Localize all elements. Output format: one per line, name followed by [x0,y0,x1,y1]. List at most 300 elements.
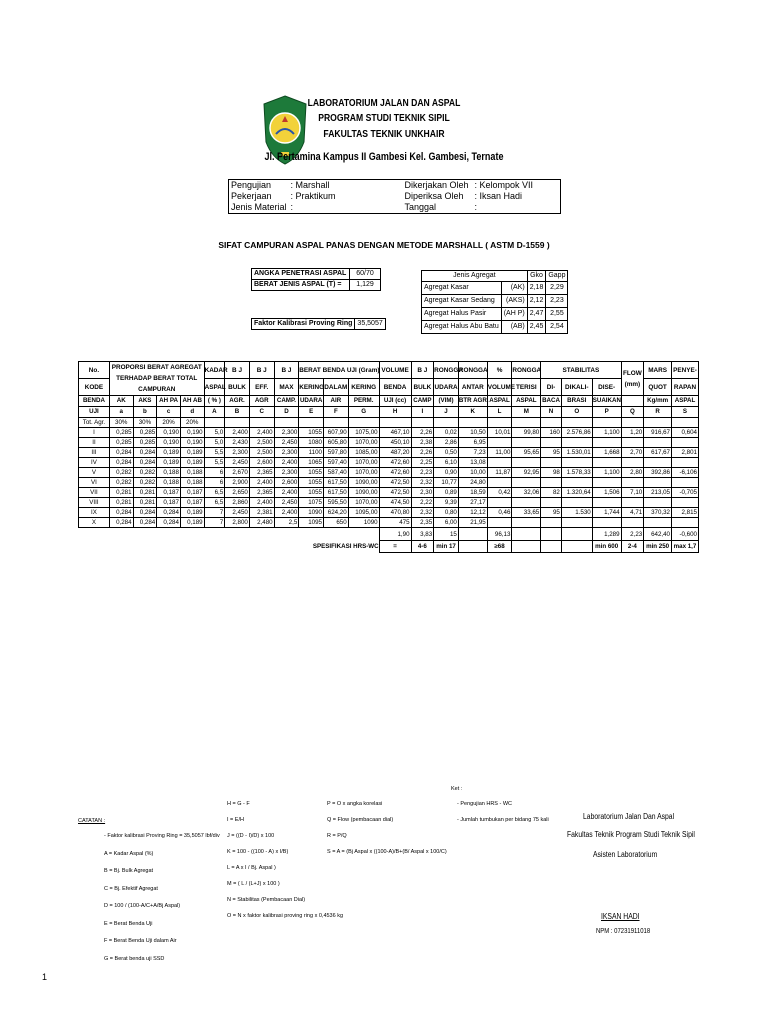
specification-cell [541,541,562,553]
marshall-table [78,361,699,553]
col-letter: b [133,407,157,418]
table-row [79,428,699,438]
signature-role: Asisten Laboratorium [593,850,658,859]
table-cell: 7,23 [458,448,487,458]
table-cell: 2,860 [225,498,250,508]
table-cell: -0,705 [672,488,699,498]
table-cell: 1070,00 [348,468,379,478]
table-cell: 95,65 [512,448,541,458]
table-cell: 0,282 [109,468,133,478]
col-header: MAX [274,379,299,396]
table-cell: 0,189 [180,508,204,518]
agregat-row-gko: 2,45 [527,321,546,334]
program-name: PROGRAM STUDI TEKNIK SIPIL [318,112,450,124]
empty-cell [157,528,181,541]
col-letter: F [323,407,348,418]
average-cell [561,528,592,541]
agregat-row-gko: 2,18 [527,282,546,295]
table-cell: 0,189 [180,458,204,468]
empty-cell [204,418,225,428]
table-cell: 2,400 [274,458,299,468]
table-cell [541,478,562,488]
table-cell: 2,500 [249,448,274,458]
empty-cell [249,541,274,553]
table-cell: 472,60 [379,458,411,468]
table-cell: 2,480 [249,518,274,528]
table-cell: 2,400 [274,488,299,498]
empty-cell [133,528,157,541]
table-cell [644,498,672,508]
table-cell: 99,80 [512,428,541,438]
footnote-line: O = N x faktor kalibrasi proving ring x 0,4536 kg [227,913,344,919]
table-cell: 92,95 [512,468,541,478]
empty-cell [109,528,133,541]
table-cell: 474,50 [379,498,411,508]
col-header: CAMP. [274,396,299,407]
col-header: UDARA [299,396,324,407]
table-cell: 6,5 [204,498,225,508]
table-cell: 2,815 [672,508,699,518]
footnote-line: D = 100 / (100-A/C+A/Bj Aspal) [104,903,181,909]
empty-cell [79,541,110,553]
table-cell: 2,32 [411,478,434,488]
table-cell: 24,80 [458,478,487,488]
table-cell: 0,187 [180,498,204,508]
empty-cell [299,418,324,428]
test-title: SIFAT CAMPURAN ASPAL PANAS DENGAN METODE MARSHALL ( ASTM D-1559 ) [218,240,550,250]
footnote-line: M = ( L / (L+J) x 100 ) [227,881,280,887]
empty-cell [458,418,487,428]
footnote-line: P = O x angka korelasi [327,801,383,807]
table-cell: 10,77 [434,478,459,488]
signature-faculty: Fakultas Teknik Program Studi Teknik Sipil [567,830,695,839]
footnote-line: K = 100 - ((100 - A) x I/B) [227,849,289,855]
table-cell: 2,25 [411,458,434,468]
empty-cell [561,418,592,428]
table-cell: 2,80 [621,468,644,478]
table-cell: 472,60 [379,468,411,478]
average-cell: 1,289 [592,528,621,541]
table-cell: 0,284 [133,458,157,468]
footnote-line: C = Bj. Efektif Agregat [104,885,158,892]
agregat-row-gapp: 2,29 [546,282,568,295]
table-cell: 605,80 [323,438,348,448]
empty-cell [225,418,250,428]
empty-cell [249,528,274,541]
col-header: MARS [644,362,672,379]
table-cell: 0,281 [109,498,133,508]
table-cell: 1.578,33 [561,468,592,478]
empty-cell [512,418,541,428]
table-cell: 2,30 [411,488,434,498]
total-aggregate-cell: 20% [180,418,204,428]
empty-cell [348,418,379,428]
table-cell: 1.320,64 [561,488,592,498]
table-cell: 2,450 [225,458,250,468]
average-cell: 1,90 [379,528,411,541]
table-cell: 6,95 [458,438,487,448]
table-cell: 10,00 [458,468,487,478]
table-cell: 0,187 [157,498,181,508]
footnote-line: L = A x I / Bj. Aspal ) [227,865,276,871]
col-letter: G [348,407,379,418]
empty-cell [274,528,299,541]
page-number: 1 [42,972,48,982]
table-cell: 0,281 [109,488,133,498]
diperiksa-value: : Iksan Hadi [474,191,523,201]
empty-cell [348,528,379,541]
col-header: BRASI [561,396,592,407]
col-header: BACA [541,396,562,407]
table-cell [487,478,512,488]
table-cell: 2,400 [274,508,299,518]
table-cell [512,458,541,468]
table-cell: 0,188 [157,478,181,488]
table-cell: 0,190 [180,438,204,448]
table-cell: 1,20 [621,428,644,438]
table-cell: 10,01 [487,428,512,438]
table-cell: 2,26 [411,428,434,438]
footnote-line: - Pengujian HRS - WC [457,801,513,807]
table-cell [621,438,644,448]
agregat-row-code: (AB) [501,321,527,334]
table-cell [561,518,592,528]
table-cell: 33,65 [512,508,541,518]
table-cell: 2,35 [411,518,434,528]
table-cell [672,438,699,448]
table-cell [621,478,644,488]
table-cell: 1090 [299,508,324,518]
col-header: AGR. [225,396,250,407]
table-row [79,468,699,478]
empty-cell [434,418,459,428]
table-cell: 0,284 [157,518,181,528]
col-header: QUOT [644,379,672,396]
table-cell: 1100 [299,448,324,458]
table-cell: 2,300 [274,428,299,438]
table-cell [487,518,512,528]
table-cell: 0,50 [434,448,459,458]
col-letter: S [672,407,699,418]
col-header: RONGGA [512,362,541,379]
empty-cell [133,541,157,553]
col-header: AKS [133,396,157,407]
table-cell: 6 [204,478,225,488]
empty-cell [204,528,225,541]
table-cell: 7,10 [621,488,644,498]
empty-cell [180,541,204,553]
empty-cell [225,528,250,541]
col-header: ( % ) [204,396,225,407]
specification-label: SPESIFIKASI HRS-WC [312,543,379,550]
table-cell: 472,50 [379,478,411,488]
empty-cell [180,528,204,541]
table-cell: 2,430 [225,438,250,448]
col-header: CAMP [411,396,434,407]
table-row [79,498,699,508]
table-cell: 2,300 [274,448,299,458]
col-header: AH PA [157,396,181,407]
average-cell: -0,600 [672,528,699,541]
col-header: PENYE- [672,362,699,379]
table-cell: 1085,00 [348,448,379,458]
agregat-row-gko: 2,12 [527,295,546,308]
table-cell: 2.576,86 [561,428,592,438]
signature-npm: NPM : 07231911018 [596,928,651,935]
calibration-factor [251,318,386,330]
footnote-line: N = Stabilitas (Pembacaan Dial) [227,897,306,903]
agregat-row-name: Agregat Halus Abu Batu [422,321,502,334]
empty-cell [323,418,348,428]
table-cell [512,498,541,508]
table-cell: 1,100 [592,428,621,438]
table-cell: 0,42 [487,488,512,498]
col-header: TERISI [512,379,541,396]
table-cell: 7 [204,518,225,528]
table-cell: 475 [379,518,411,528]
col-letter: d [180,407,204,418]
footnote-line: H = G - F [227,801,250,807]
table-cell: 1090,00 [348,478,379,488]
table-cell [644,478,672,488]
table-cell: 0,282 [133,478,157,488]
table-cell: 1055 [299,488,324,498]
empty-cell [79,528,110,541]
empty-cell [621,418,644,428]
footnote-line: E = Berat Benda Uji [104,920,153,927]
kalibrasi-label: Faktor Kalibrasi Proving Ring [252,319,355,330]
table-cell: 0,80 [434,508,459,518]
agregat-row-code: (AKS) [501,295,527,308]
col-header: DIKALI- [561,379,592,396]
table-cell [487,498,512,508]
table-cell: 13,08 [458,458,487,468]
col-header: AK [109,396,133,407]
table-cell: 0,284 [133,518,157,528]
col-header: (VIM) [434,396,459,407]
table-cell: 0,189 [180,518,204,528]
table-cell: 2,23 [411,468,434,478]
col-letter: C [249,407,274,418]
table-cell: 4,71 [621,508,644,518]
empty-cell [249,418,274,428]
table-cell [592,478,621,488]
tanggal-label: Tanggal [404,202,437,212]
table-cell: 617,67 [644,448,672,458]
table-cell: 2,300 [225,448,250,458]
table-cell: 0,189 [180,448,204,458]
col-header: KADAR [204,362,225,379]
table-cell: 1080 [299,438,324,448]
footnote-line: S = A = (Bj Aspal x ((100-A)/B+(B/ Aspal x 100/C) [327,849,447,855]
average-cell: 15 [434,528,459,541]
table-cell: 0,190 [157,428,181,438]
table-cell: 18,59 [458,488,487,498]
average-cell: 642,40 [644,528,672,541]
diperiksa-label: Diperiksa Oleh [404,191,464,201]
bj-aspal-label: BERAT JENIS ASPAL (T) = [252,280,350,291]
table-cell: V [79,468,110,478]
table-cell: 624,20 [323,508,348,518]
table-cell: 595,50 [323,498,348,508]
table-cell: VII [79,488,110,498]
table-cell [672,498,699,508]
table-cell: 650 [323,518,348,528]
col-header: VOLUME [379,362,411,379]
table-cell [487,458,512,468]
table-cell: X [79,518,110,528]
footnote-line: A = Kadar Aspal (%) [104,850,154,857]
table-cell: II [79,438,110,448]
average-cell [541,528,562,541]
total-aggregate-cell: 30% [133,418,157,428]
material-label: Jenis Material [231,202,287,212]
col-letter: E [299,407,324,418]
col-letter: UJI [79,407,110,418]
table-cell: 2,365 [249,468,274,478]
col-header: PERM. [348,396,379,407]
table-cell [592,518,621,528]
table-cell: 21,95 [458,518,487,528]
table-cell: 0,284 [133,448,157,458]
table-cell: 2,38 [411,438,434,448]
table-cell: 213,05 [644,488,672,498]
table-cell: 5,0 [204,438,225,448]
table-cell: 6,00 [434,518,459,528]
table-row [79,508,699,518]
empty-cell [411,418,434,428]
table-cell: 0,284 [157,508,181,518]
footnote-line: F = Berat Benda Uji dalam Air [104,938,177,944]
table-cell: 95 [541,508,562,518]
col-header: B J [249,362,274,379]
table-row [79,518,699,528]
col-header: BULK [225,379,250,396]
tanggal-value: : [474,202,478,212]
col-header: FLOW (mm) [621,362,644,396]
table-cell: 2,600 [274,478,299,488]
table-cell: 450,10 [379,438,411,448]
pekerjaan-value: : Praktikum [290,191,336,201]
col-header: DISE- [592,379,621,396]
table-cell: IV [79,458,110,468]
table-cell: 1075,00 [348,428,379,438]
average-cell [458,528,487,541]
table-cell: 2,365 [249,488,274,498]
col-header: SUAIKAN [592,396,621,407]
table-row [79,458,699,468]
average-row [79,528,699,541]
footnote-line: - Jumlah tumbukan per bidang 75 kali [457,817,549,823]
table-cell: 1,744 [592,508,621,518]
col-header: PROPORSI BERAT AGREGAT TERHADAP BERAT TOTAL CAMPURAN [109,362,204,396]
table-cell: 916,67 [644,428,672,438]
col-header: KERING [348,379,379,396]
table-cell: 11,00 [487,448,512,458]
table-cell: 0,188 [157,468,181,478]
table-cell: 2,5 [274,518,299,528]
empty-cell [109,541,133,553]
footnote-line: I = E/H [227,817,244,823]
table-cell [592,438,621,448]
dikerjakan-label: Dikerjakan Oleh [404,180,469,190]
table-cell: 607,90 [323,428,348,438]
table-cell: 7 [204,508,225,518]
col-header: DI- [541,379,562,396]
table-cell: VI [79,478,110,488]
table-cell: 6,5 [204,488,225,498]
specification-cell [561,541,592,553]
table-cell [621,458,644,468]
footnote-line: R = P/Q [327,833,347,839]
agregat-row-code: (AK) [501,282,527,295]
col-header: B J [411,362,434,379]
table-cell: 2,400 [249,498,274,508]
specification-row [79,541,699,553]
table-cell: 2,600 [249,458,274,468]
col-letter: O [561,407,592,418]
table-cell: 1055 [299,468,324,478]
table-cell [541,498,562,508]
table-cell: 2,70 [621,448,644,458]
empty-cell [541,418,562,428]
col-header: DALAM [323,379,348,396]
signature-lab: Laboratorium Jalan Dan Aspal [583,812,675,821]
table-row [79,478,699,488]
agregat-row-name: Agregat Kasar [422,282,502,295]
table-cell: 2,300 [274,468,299,478]
table-cell: 5,5 [204,448,225,458]
table-cell: 1055 [299,428,324,438]
table-cell: 2,400 [225,428,250,438]
table-cell: 2,450 [274,438,299,448]
footnote-line: G = Berat benda uji SSD [104,955,165,962]
table-cell [541,518,562,528]
table-cell: 0,187 [157,488,181,498]
table-cell: 392,86 [644,468,672,478]
table-cell: 32,06 [512,488,541,498]
empty-cell [274,418,299,428]
col-header: AH AB [180,396,204,407]
average-cell: 3,83 [411,528,434,541]
empty-cell [644,418,672,428]
catatan-label: CATATAN : [78,818,106,824]
table-cell [512,518,541,528]
table-cell: 2,22 [411,498,434,508]
col-header: B J [225,362,250,379]
agregat-row-name: Agregat Halus Pasir [422,308,502,321]
table-cell: 160 [541,428,562,438]
table-cell: 1.530 [561,508,592,518]
table-cell: 1,100 [592,468,621,478]
footnote-line: - Faktor kalibrasi Proving Ring = 35,5057 lbf/div [104,833,220,839]
empty-cell [157,541,181,553]
table-cell: 587,40 [323,468,348,478]
table-cell: 1,506 [592,488,621,498]
table-cell: 6,10 [434,458,459,468]
col-letter: B [225,407,250,418]
asphalt-properties [251,268,381,291]
table-cell: 0,89 [434,488,459,498]
table-cell: 82 [541,488,562,498]
gapp-header: Gapp [546,271,568,282]
table-cell: 0,187 [180,488,204,498]
specification-cell: ≥68 [487,541,512,553]
table-cell [621,518,644,528]
table-cell: 0,282 [133,468,157,478]
table-cell [512,478,541,488]
empty-cell [225,541,250,553]
